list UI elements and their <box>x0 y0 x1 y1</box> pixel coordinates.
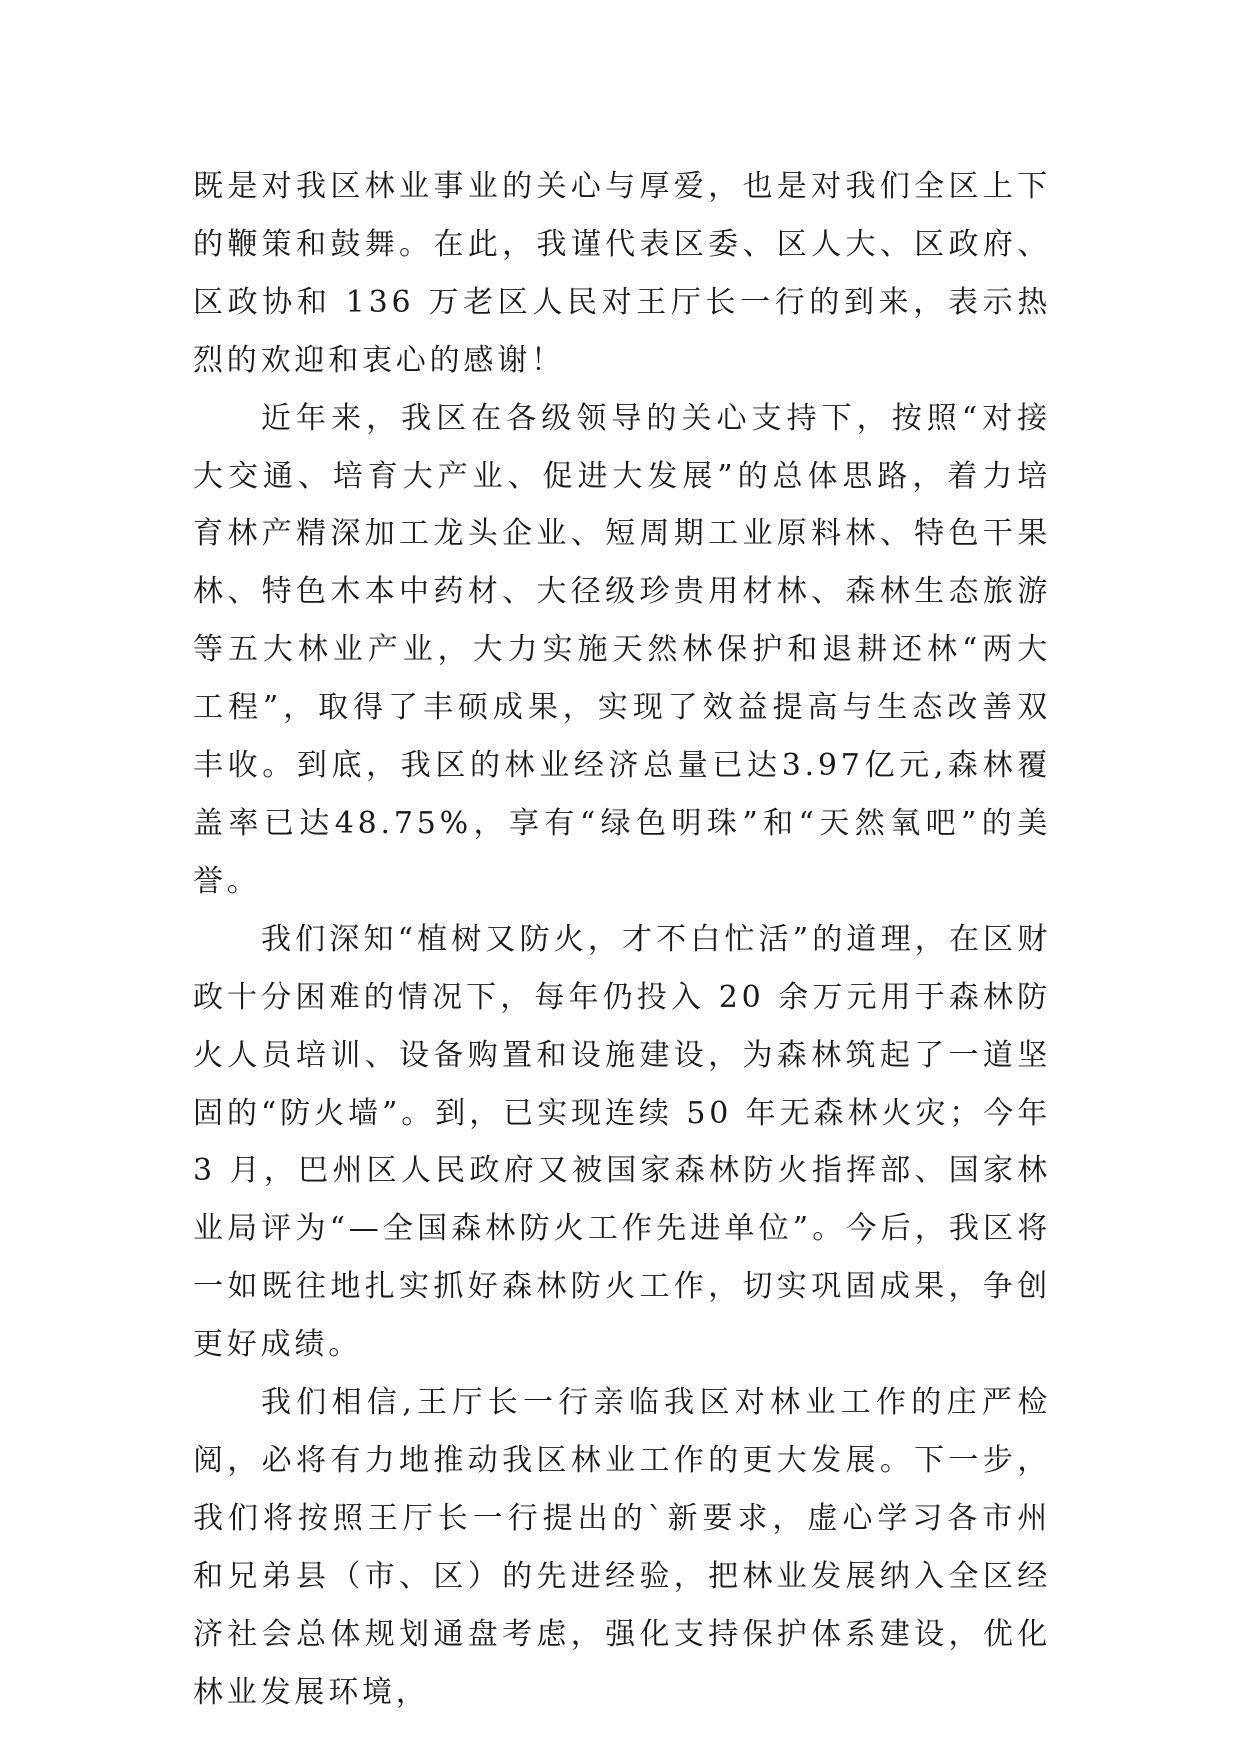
paragraph-3: 我们深知“植树又防火，才不白忙活”的道理，在区财政十分困难的情况下，每年仍投入 20 余万元用于森林防火人员培训、设备购置和设施建设，为森林筑起了一道坚固的“防火墙”。到，已实现连续 50 年无森林火灾；今年 3 月，巴州区人民政府又被国家森林防火指挥部、国家林业局评为“—全国森林防火工作先进单位”。今后，我区将一如既往地扎实抓好森林防火工作，切实巩固成果，争创更好成绩。 <box>193 921 1051 1363</box>
paragraph-1: 既是对我区林业事业的关心与厚爱，也是对我们全区上下的鞭策和鼓舞。在此，我谨代表区委、区人大、区政府、区政协和 136 万老区人民对王厅长一行的到来，表示热烈的欢迎和衷心的感谢！ <box>193 169 1051 378</box>
paragraph-2: 近年来，我区在各级领导的关心支持下，按照“对接大交通、培育大产业、促进大发展”的总体思路，着力培育林产精深加工龙头企业、短周期工业原料林、特色干果林、特色木本中药材、大径级珍贵用材林、森林生态旅游等五大林业产业，大力实施天然林保护和退耕还林“两大工程”，取得了丰硕成果，实现了效益提高与生态改善双丰收。到底，我区的林业经济总量已达3.97亿元,森林覆盖率已达48.75%，享有“绿色明珠”和“天然氧吧”的美誉。 <box>193 400 1051 899</box>
paragraph-4: 我们相信,王厅长一行亲临我区对林业工作的庄严检阅，必将有力地推动我区林业工作的更大发展。下一步，我们将按照王厅长一行提出的`新要求，虚心学习各市州和兄弟县（市、区）的先进经验，把林业发展纳入全区经济社会总体规划通盘考虑，强化支持保护体系建设，优化林业发展环境， <box>193 1385 1051 1710</box>
document-body <box>193 158 1051 1721</box>
